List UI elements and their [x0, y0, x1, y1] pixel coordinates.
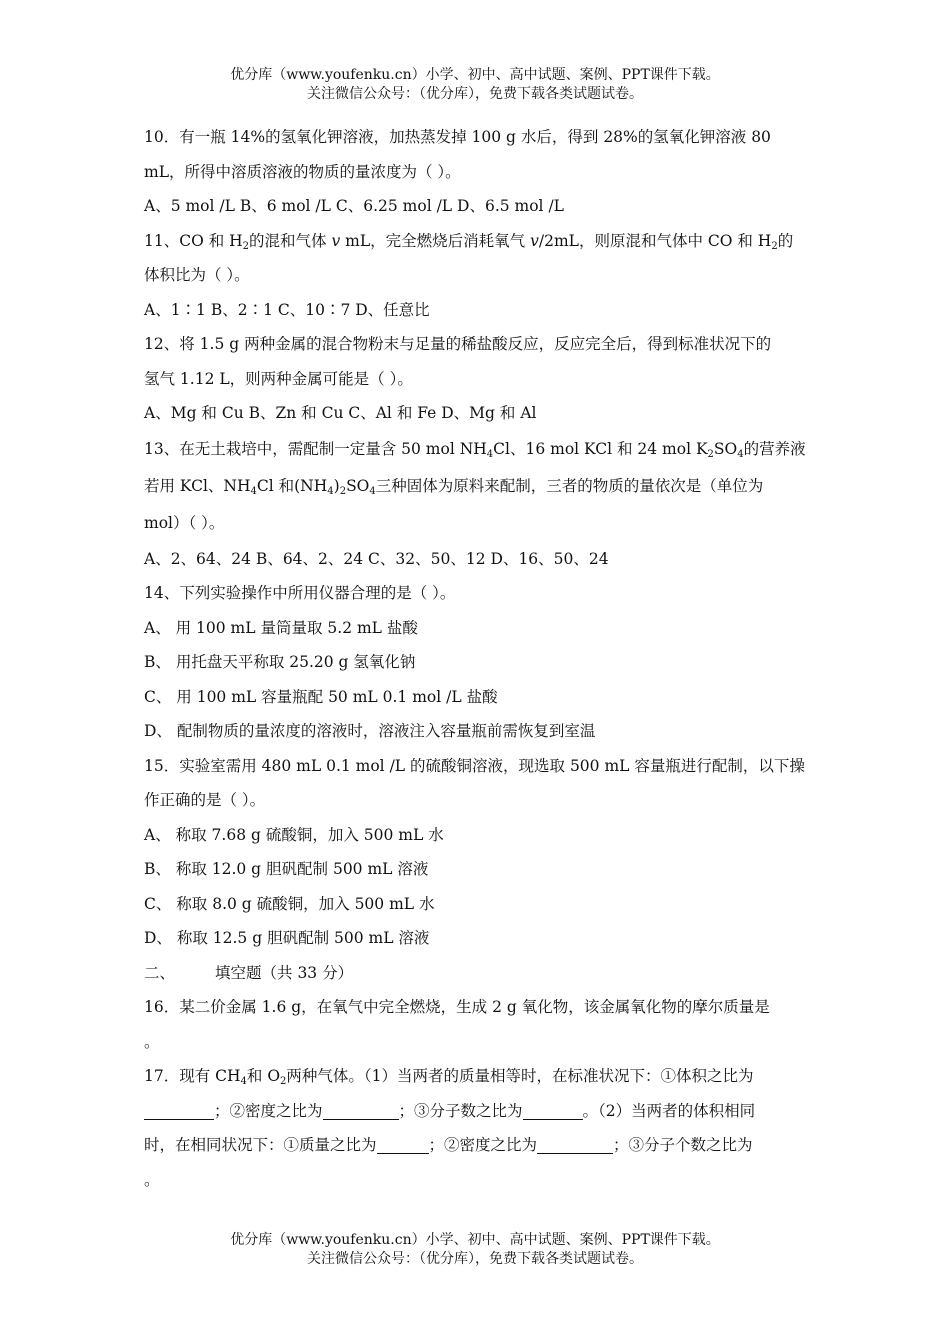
q13-line-2: 若用 KCl、$NH_4Cl$ 和$(NH_4)_2SO_4$三种固体为原料来配制，三者的物质的量依次是（单位为: [144, 476, 764, 497]
answer-blank[interactable]: [523, 1101, 583, 1120]
q14-option-c: C、 用 100 mL 容量瓶配 50 mL 0.1 mol /L 盐酸: [144, 687, 498, 706]
answer-blank[interactable]: [537, 1135, 613, 1154]
q17-line-4: 。: [144, 1170, 160, 1189]
q14-option-a: A、 用 100 mL 量筒量取 5.2 mL 盐酸: [144, 618, 418, 637]
section-2-number: 二、: [144, 963, 176, 982]
q15-option-c: C、 称取 8.0 g 硫酸铜，加入 500 mL 水: [144, 894, 435, 913]
answer-blank[interactable]: [144, 1101, 214, 1120]
header-line-2: 关注微信公众号：（优分库），免费下载各类试题试卷。: [307, 86, 643, 102]
document-body: [144, 120, 808, 1197]
q10-line-2: mL，所得中溶质溶液的物质的量浓度为（ ）。: [144, 162, 461, 181]
q16-line-2: 。: [144, 1032, 160, 1051]
q12-line-1: 12、将 1.5 g 两种金属的混合物粉末与足量的稀盐酸反应，反应完全后，得到标准状况下的: [144, 335, 772, 353]
q10-options: A、5 mol /L B、6 mol /L C、6.25 mol /L D、6.5 mol /L: [144, 197, 564, 215]
page-header: [0, 66, 950, 104]
q15-option-a: A、 称取 7.68 g 硫酸铜，加入 500 mL 水: [144, 825, 444, 844]
q13-line-1: 13、在无土栽培中，需配制一定量含 50 mol $NH_4Cl$、16 mol KCl 和 24 mol $K_2SO_4$的营养液: [144, 439, 806, 460]
q16-line-1: 16．某二价金属 1.6 g，在氧气中完全燃烧，生成 2 g 氧化物，该金属氧化物的摩尔质量是: [144, 998, 770, 1016]
q14-stem: 14、下列实验操作中所用仪器合理的是（ ）。: [144, 584, 456, 602]
answer-blank[interactable]: [323, 1101, 399, 1120]
q15-option-d: D、 称取 12.5 g 胆矾配制 500 mL 溶液: [144, 929, 430, 947]
q15-line-2: 作正确的是（ ）。: [144, 791, 266, 809]
q11-line-1: 11、CO 和 $H_2$的混和气体 v mL，完全燃烧后消耗氧气 v/2mL，则原混和气体中 CO 和 $H_2$的: [144, 231, 794, 252]
q13-line-3: mol）（ ）。: [144, 513, 225, 532]
q13-options: A、2、64、24 B、64、2、24 C、32、50、12 D、16、50、24: [144, 549, 609, 568]
page-footer: [0, 1231, 950, 1269]
q12-options: A、Mg 和 Cu B、Zn 和 Cu C、Al 和 Fe D、Mg 和 Al: [144, 404, 537, 422]
q17-line-2: ；②密度之比为 ；③分子数之比为 。（2）当两者的体积相同: [144, 1094, 808, 1129]
section-2-title: 填空题（共 33 分）: [215, 963, 354, 982]
q14-option-b: B、 用托盘天平称取 25.20 g 氢氧化钠: [144, 653, 416, 671]
q15-line-1: 15．实验室需用 480 mL 0.1 mol /L 的硫酸铜溶液，现选取 500 mL 容量瓶进行配制，以下操: [144, 756, 805, 775]
q12-line-2: 氢气 1.12 L，则两种金属可能是（ ）。: [144, 369, 413, 388]
q10-line-1: 10．有一瓶 14%的氢氧化钾溶液，加热蒸发掉 100 g 水后，得到 28%的氢氧化钾溶液 80: [144, 128, 771, 146]
footer-line-2: 关注微信公众号：（优分库），免费下载各类试题试卷。: [307, 1251, 643, 1267]
q15-option-b: B、 称取 12.0 g 胆矾配制 500 mL 溶液: [144, 860, 429, 878]
q17-line-3: 时，在相同状况下：①质量之比为 ；②密度之比为 ；③分子个数之比为: [144, 1136, 753, 1154]
answer-blank[interactable]: [377, 1135, 429, 1154]
section-2-heading: [144, 956, 808, 991]
q17-line-1: 17．现有 $CH_4$和 $O_2$两种气体。（1）当两者的质量相等时，在标准状况下：①体积之比为: [144, 1067, 754, 1087]
header-line-1: 优分库（www.youfenku.cn）小学、初中、高中试题、案例、PPT课件下载。: [230, 67, 720, 83]
q11-line-2: 体积比为（ ）。: [144, 266, 250, 284]
q14-option-d: D、 配制物质的量浓度的溶液时，溶液注入容量瓶前需恢复到室温: [144, 722, 596, 740]
footer-line-1: 优分库（www.youfenku.cn）小学、初中、高中试题、案例、PPT课件下载。: [230, 1232, 720, 1248]
q11-options: A、1∶1 B、2∶1 C、10∶7 D、任意比: [144, 300, 430, 319]
